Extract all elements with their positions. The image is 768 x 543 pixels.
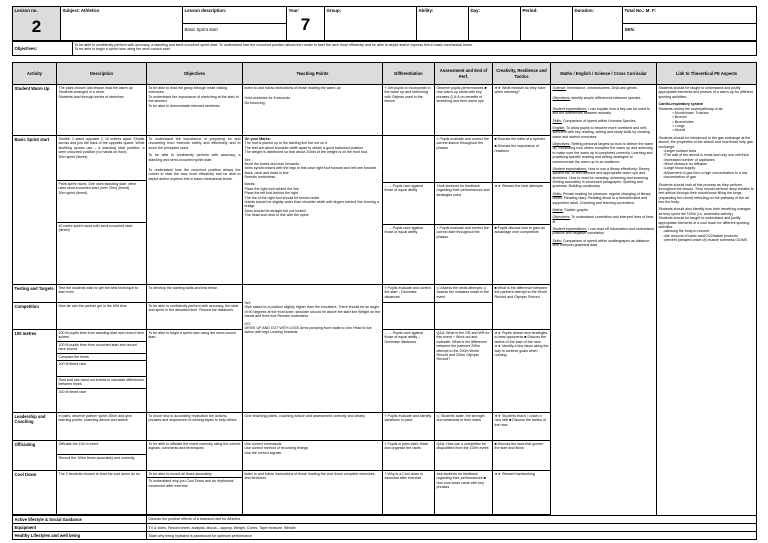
hundred-desc-5: Rest and use hand out sheets to calculate differences between times — [58, 377, 144, 387]
year-value: 7 — [300, 15, 311, 35]
cross-curricular-heading: Science: — [552, 86, 567, 90]
link-p2: Students review the route/pathway of air: — [658, 106, 724, 111]
footer-label-2: Equipment — [13, 524, 147, 532]
warmup-objectives — [147, 85, 243, 136]
cross-curricular-heading: Student expectations: — [552, 106, 588, 111]
tp-marks-heading: On your Marks: — [244, 137, 271, 141]
tp-line: The feet are about shoulder width apart to obtain a good balanced position — [244, 145, 363, 150]
link-p1: Students should be taught to understand and justify appropriate elements and phases of a warm-up for different sporting activities. — [658, 86, 753, 99]
lesson-no-cell — [13, 7, 61, 41]
tp-line: Bend the knees and lean forwards. — [244, 161, 301, 166]
cross-curricular-text: Private reading for pleasure: regular changing of library books. Reading diary. Reading aloud to a friend/trusted and supportive adult. Checking and learning corrections. — [552, 191, 651, 205]
cooldown-creativity: ★★ Reward hardworking — [493, 471, 551, 515]
objectives-table — [12, 41, 757, 56]
hundred-creativity: ★★ Pupils devise new strategies to beat opponents ■ Discuss the tactics of the start of the race. ★★ Identify a few steps along the way to achieve goals when running. — [493, 330, 551, 413]
testing-description: Test the students start to get the best technique to start from — [57, 285, 147, 303]
hundred-activity: 100 metres — [13, 330, 57, 413]
cross-curricular-column — [551, 85, 657, 516]
basic-assessment — [435, 136, 493, 285]
period-label: Period: — [522, 8, 538, 13]
basic-obj-3: To understand how the crouched position allows the runner to start the race more efficiently and be able to depict and/or express this in basic mechanical terms. — [148, 167, 241, 181]
basic-assess-2: †Ask students for feedback regarding their performances and strategies used — [436, 184, 490, 197]
competition-description: How far can the partner get in the 60ft time — [57, 303, 147, 330]
col-teaching-points: Teaching Points — [243, 63, 383, 85]
warmup-activity: Student Warm Up — [13, 85, 57, 136]
link-list-3 — [659, 229, 755, 242]
list-item: ▪ Alveoli — [659, 128, 755, 132]
year-cell — [287, 7, 325, 41]
tp-line: The toe of the right foot should be turned under — [244, 195, 320, 200]
footer-text-3: State why being hydrated is paramount for optimum performance — [147, 532, 757, 540]
basic-diff-1: ←→ Pupils race against those of equal ability — [384, 184, 424, 193]
cross-curricular-paragraph — [553, 126, 655, 139]
hundred-desc-6: 100 M timed race — [58, 389, 87, 394]
basic-desc-2: Pairs sprint races. One uses standing start, other uses semi-crouched start (over 20m) (timed) — [58, 182, 137, 191]
cross-curricular-heading: Student expectations: — [552, 166, 588, 171]
tp-line: Hands should be slightly wider than shoulder width with fingers behind line forming a bridge — [244, 199, 379, 209]
basic-creat-2: ★★ Reward the best attempts — [494, 184, 543, 188]
footer-row — [13, 516, 757, 524]
warmup-tp-1: listen to and follow instructions of those leading the warm-up — [244, 86, 341, 90]
footer-text-2: TV & video, Record sheet, analysis, discus – approp. Weight, Cones, Tape measure, Whistle — [147, 524, 757, 532]
testing-objectives: To develop the starting skills and test these. — [147, 285, 243, 303]
list-item: • Large blood supply — [659, 166, 755, 170]
basic-creat-1: ■ Discuss the traits of a sprinter — [494, 137, 546, 141]
link-p6: Students should be taught to understand and justify appropriate elements of a cool down for different sporting activities. — [658, 216, 750, 229]
list-item: • The wall of the alveoli is moist and only one cell thick — [659, 153, 755, 157]
col-assessment: Assessment and End of Perf. — [435, 63, 493, 85]
basic-desc-3: 40 metre sprint races with semi-crouched start. (timed) — [58, 224, 134, 233]
col-activity: Activity — [13, 63, 57, 85]
lesson-desc-value: Basic Sprint start — [184, 27, 218, 32]
lesson-header-table — [12, 6, 757, 41]
footer-row — [13, 532, 757, 540]
cooldown-activity: Cool Down — [13, 471, 57, 515]
objective-line-1: To be able to confidently perform with accuracy, a standing and semi-crouched sprint start. To understand how the crouched position allows the runner to start the race more efficiently and be able to depict and/or express this in basic mechanical terms. — [74, 43, 474, 47]
cooldown-teaching: listen to and follow instructions of those leading the cool down complete exercises and stretches — [243, 471, 383, 515]
cross-curricular-heading: English: — [552, 125, 566, 130]
lesson-plan-table — [12, 62, 757, 515]
tp-line: Remain motionless. — [244, 175, 277, 179]
warmup-tp-2: Hold stretches for 8 seconds. — [244, 96, 292, 101]
list-item: • Increased number of capillaries — [659, 158, 755, 162]
basic-assess-3: † Pupils evaluate and correct the correct start throughout the phases — [436, 226, 489, 239]
officiating-differentiation: † Pupils in pairs start, finish and organise the races — [383, 441, 435, 471]
hundred-desc-1: 100 M pupils time from standing start and record here scores — [58, 331, 144, 340]
hundred-desc-2: 100 M pupils time from crouched start and record here scores — [58, 342, 137, 352]
officiating-assessment: Q&A: How can a competitor be disqualified from the 100m event — [435, 441, 493, 471]
link-p4: Students should look at this process as they perform throughout the lesson. They should perform deep breaths to feel airflow through their mouth/nose filling the lungs (expanding the chest) reflecting on the pathway of the air into the body. — [658, 182, 754, 204]
cooldown-objectives — [147, 471, 243, 515]
cross-curricular-text: To understand correlation and interpret lines of best fit — [552, 215, 654, 224]
competition-objectives: To be able to confidently perform with accuracy, the start and sprint in the allocated time. Record the distances — [147, 303, 243, 330]
link-p3: Students should be introduced to the gas exchange at the alveoli, the properties of the alveoli and how these help gas exchange: — [658, 135, 753, 149]
list-item: • the removal of lactic acid/CO2/waste products — [659, 234, 755, 238]
basic-obj-1: To understand the importance of preparing for and recovering from exercise safely and effectively and to know the principles used. — [148, 137, 241, 150]
tp-go-heading: GO: — [244, 321, 252, 326]
footer-label-1: Active lifestyle & Social Guidance — [13, 516, 147, 524]
tp-line: Use correct commands — [244, 442, 282, 446]
list-item: • Movement of gas form a high concentration to a low concentration of gas — [659, 171, 755, 180]
list-item: ▪ Mouth/nose; Trachea — [659, 111, 755, 115]
basic-creativity — [493, 136, 551, 285]
tp-line: Back, neck and head in line. — [244, 170, 290, 175]
basic-creat-3: ■ Pupils discuss how to gain an advantage over competitors — [494, 226, 545, 235]
day-label: Day: — [470, 8, 481, 13]
tp-go-text: DRIVE UP AND OUT WITH LEGS Arms pumping from waist to chin Head to toe action with legs Looking forwards — [244, 325, 372, 335]
col-theoretical-link: Link to Theoretical PE Aspects — [657, 63, 757, 85]
cross-curricular-text: identify simple differences between species. — [570, 96, 642, 101]
warmup-obj-1: To be able to lead the group through heart raising exercises. — [148, 86, 228, 95]
tp-set2-heading: Set: — [244, 301, 251, 305]
basic-differentiation — [383, 136, 435, 285]
tp-line: The weight is distributed so that about 2/3rds of the weight is on the front foot. — [244, 150, 369, 155]
basic-diff-2: ←→ Pupils race against those of equal ability — [384, 226, 424, 235]
basic-desc-1: Shuttle. 2 stand opposite 2, 10 metres apart. Shuttle across and join the back of the opposite queue. While shuttling across use – a standing start position, a semi crouched position (no hands on floor). — [58, 137, 145, 155]
basic-objectives — [147, 136, 243, 285]
cross-curricular-text: Scatter graphs — [563, 207, 588, 212]
period-cell — [521, 7, 573, 41]
tp-line: Use the correct signals — [244, 450, 282, 455]
row-warm-up — [13, 85, 757, 136]
tp-marks2-heading: Marks: — [244, 182, 256, 187]
cross-curricular-text: Inheritance, chromosomes, DNA and genes. — [566, 86, 638, 90]
cross-curricular-heading: Maths: — [552, 207, 564, 212]
officiating-desc-1: Officiate the 100 m event — [58, 442, 99, 446]
total-label: Total No.: M: F: — [624, 8, 657, 13]
cross-curricular-heading: Objectives: — [552, 142, 571, 146]
cross-curricular-heading: Student expectations: — [552, 227, 588, 231]
competition-activity: Competition — [13, 303, 57, 330]
objective-line-2: To be able to begin a sprint race using the semi-crouch start. — [74, 47, 171, 52]
cross-curricular-text: I can read off information and understand positive and negative correlation — [552, 227, 654, 236]
sen-label: SEN: — [624, 27, 635, 32]
tp-line: Place the left foot behind the right — [244, 191, 299, 196]
list-item: ▪ Lungs — [659, 124, 755, 128]
col-description: Description — [57, 63, 147, 85]
warmup-desc-2: Students arranged in a circle. — [58, 90, 106, 95]
total-cell — [623, 7, 757, 41]
cooldown-obj-2: To understand why you Cool Down and do rhythmical movement after exercise — [148, 479, 234, 488]
testing-assessment: ◎ Assess the weak attempts ◎ Assess the mistakes made in the event — [435, 285, 493, 303]
basic-desc-2b: 30m sprint (timed) — [58, 190, 88, 195]
ability-label: Ability: — [418, 8, 434, 13]
col-creativity: Creativity, Resilience and Tactics — [493, 63, 551, 85]
lesson-no-value: 2 — [31, 17, 42, 37]
officiating-description — [57, 441, 147, 471]
day-cell — [469, 7, 521, 41]
tp-line: The foot is placed up to the starting line but not on it. — [244, 141, 329, 146]
cross-curricular-text: Comparison of speed within scattergraphs as distance-time Interpret graphical data — [552, 238, 651, 248]
list-item: • allowing the body to recover — [659, 229, 755, 233]
cross-curricular-text: How to use a library effectively: Dewey system etc, to find different and appropriate warm ups and stretches. How to read for meaning: skimming and scanning. Writing accurately in structured paragraphs. Spelling and grammar. Building vocabulary. — [552, 166, 650, 189]
col-differentiation: Differentiation — [383, 63, 435, 85]
link-list-2 — [659, 149, 755, 180]
basic-assess-1: † Pupils evaluate and correct the correct stance throughout the phases — [436, 137, 489, 150]
cross-curricular-paragraph — [553, 142, 655, 164]
list-item: • Larger surface area — [659, 149, 755, 153]
col-objectives: Objectives — [147, 63, 243, 85]
hundred-description — [57, 330, 147, 413]
cross-curricular-paragraph — [553, 107, 655, 116]
list-item: ▪ Bronchioles — [659, 120, 755, 124]
basic-creat-1b: ■ Discuss the importance of reactions — [494, 144, 540, 153]
group-cell — [325, 7, 417, 41]
hundred-differentiation: ←→ Pupils race against those of equal ability ↓ Decrease distances — [383, 330, 435, 413]
hundred-assessment: Q&A: What is the OR and WR for this event ○ Work out and evaluate: What is the difference between the partners 200m attempt to the 200m World Record and 200m Olympic Record? — [435, 330, 493, 413]
tp-set-heading: Set: — [244, 157, 251, 162]
duration-cell — [573, 7, 623, 41]
competition-assessment — [435, 303, 493, 330]
tp-line: Arms synchronised with the legs in this case right foot forward and left arm forward. — [244, 166, 377, 171]
warmup-creativity: ★★ What mindset do they have when warming? — [493, 85, 551, 136]
cross-curricular-text: To allow pupils to become more confident and self-sufficient with key reading, writing and study skills by creating warm and stretch exercises. — [552, 125, 650, 139]
basic-description — [57, 136, 147, 285]
cross-curricular-text: Setting personal targets on how to deliver the warm up, monitoring how others complete the warm up and actioning to make sure the warm up is completed correctly. Learning and practising specific reading and writing strategies to communicate the warm up to an audience. — [552, 142, 654, 164]
cross-curricular-heading: Objectives: — [552, 215, 571, 220]
subject-label: Subject: Athletics — [62, 8, 100, 13]
lesson-no-label: Lesson no. — [14, 8, 38, 13]
warmup-obj-2: To understand the importance of stretching at the start of the session. — [148, 94, 239, 104]
objectives-label: Objectives: — [13, 42, 73, 56]
testing-activity: Testing and Targets — [13, 285, 57, 303]
duration-label: Duration: — [574, 8, 595, 13]
warmup-desc-3: Students lead through series of stretches — [58, 94, 124, 99]
cooldown-differentiation: † Why is a Cool down is essential after exercise — [383, 471, 435, 515]
link-h2: Cardio-respiratory system — [658, 102, 704, 107]
footer-text-1: Discuss the positive effects of a balanced diet for Athletes — [147, 516, 757, 524]
cross-curricular-text: I can explain how a key can be used to find the differences between animals. — [552, 106, 651, 116]
year-label: Year: — [288, 8, 300, 13]
footer-label-3: Healthy Lifestyles and well being — [13, 532, 147, 540]
warmup-tp-3: No bouncing. — [244, 100, 266, 105]
cross-curricular-heading: Skills: — [552, 191, 562, 196]
theoretical-link-column — [657, 85, 757, 516]
cooldown-assessment: Ask students for feedback regarding their performances ■ Use cool down cards with key phrases — [435, 471, 493, 515]
cross-curricular-text: Comparison of speed within Humans Species. — [561, 118, 637, 123]
leadership-description: In pairs, observe partner sprint 300m and give learning points, coaching advice and advice — [57, 413, 147, 441]
ability-cell — [417, 7, 469, 41]
warmup-differentiation: † Get pupils to incorporate in the warm up and stretching with Objects used in the lesson — [383, 85, 435, 136]
leadership-assessment: ◎ Students state, the strength and weakness in their starts — [435, 413, 493, 441]
officiating-activity: Officiating — [13, 441, 57, 471]
cross-curricular-paragraph — [553, 167, 655, 189]
warmup-assessment: Observe pupils performances ■ Use warm-up cards with key phrases Q & A on benefits of stretching and their warm ups — [435, 85, 493, 136]
warmup-obj-3: To be able to demonstrate relevant stretches — [148, 103, 220, 108]
tp-set2-text: Hips raised to a position slightly higher than the shoulders. There should be an angle of 90 degrees at the front knee. shoulder should be above the start line Weight on the hands and front foot Remain motionless. — [244, 305, 381, 319]
list-item: • Short distance for diffusion — [659, 162, 755, 166]
cross-curricular-heading: Skills: — [552, 118, 562, 123]
col-cross-curricular: Maths / English / Science / Cross Curricular — [551, 63, 657, 85]
link-list-1 — [659, 111, 755, 133]
competition-differentiation — [383, 303, 435, 330]
cooldown-description: The 2 students chosen to lead the cool down do so — [57, 471, 147, 515]
warmup-desc-1: The pairs chosen last lesson lead the warm up — [58, 86, 133, 90]
group-label: Group: — [326, 8, 342, 13]
hundred-objectives: To be able to begin a sprint race using the semi-crouch start. — [147, 330, 243, 413]
list-item: ▪ Bronchi — [659, 115, 755, 119]
lesson-desc-cell — [183, 7, 287, 41]
warmup-teaching — [243, 85, 383, 136]
basic-activity: Basic Sprint start — [13, 136, 57, 285]
cross-curricular-paragraph — [553, 192, 655, 205]
testing-creativity: ■ What is the difference between the partners attempt to the World Record and Olympic Record — [493, 285, 551, 330]
warmup-description — [57, 85, 147, 136]
cross-curricular-heading: Skills: — [552, 238, 562, 243]
officiating-creativity: ■ Discuss the laws that govern the start and finish. — [493, 441, 551, 471]
tp-line: Arms should be straight but not locked — [244, 208, 306, 213]
cooldown-obj-1: To be able to record all times accurately — [148, 472, 212, 476]
cross-curricular-heading: Objectives: — [552, 96, 571, 101]
cross-curricular-paragraph — [553, 96, 655, 100]
lesson-desc-label: Lesson description: — [184, 8, 227, 13]
cross-curricular-paragraph — [553, 215, 655, 224]
officiating-desc-2: Record the 100m times accurately and correctly — [58, 456, 135, 460]
cross-curricular-paragraph — [553, 227, 655, 236]
cross-curricular-paragraph — [553, 239, 655, 248]
tp-line: The head and neck in line with the spine — [244, 213, 309, 217]
objectives-text — [73, 42, 757, 56]
testing-differentiation: † Pupils evaluate and correct the start ↓ Decrease distances — [383, 285, 435, 303]
footer-table — [12, 515, 757, 540]
hundred-desc-4: 100 M timed race — [58, 361, 87, 366]
hundred-teaching — [243, 285, 383, 413]
officiating-objectives: To be able to officiate the event correctly using the correct signals, comments and techniques — [147, 441, 243, 471]
hundred-desc-3: Compare the times — [58, 354, 89, 359]
leadership-objectives: To know how to accurately replication the actions, phrases and sequences of running styles to help others — [147, 413, 243, 441]
basic-obj-2: To be able to confidently perform with accuracy, a standing and semi-crouched sprint start. — [148, 153, 241, 162]
basic-desc-1b: 30m sprint (timed) — [58, 154, 88, 159]
list-item: • prevent (delayed onset of) muscle soreness/ DOMS — [659, 238, 755, 242]
link-p5: Students should also identify how their breathing changes as they sprint the 100m (i.e. anaerobic activity) — [658, 207, 751, 216]
leadership-creativity: ★★ Students teach / coach a new skill ■ Discuss the tactics of the race. — [493, 413, 551, 441]
officiating-teaching — [243, 441, 383, 471]
subject-cell — [61, 7, 183, 41]
leadership-teaching: Give teaching points, coaching advice and assessment correctly and clearly — [243, 413, 383, 441]
tp-line: Place the right foot behind the line — [244, 186, 299, 191]
basic-teaching — [243, 136, 383, 285]
tp-line: Use correct method of recording timings — [244, 446, 309, 451]
leadership-differentiation: † Pupils evaluate and identify variations in pace — [383, 413, 435, 441]
footer-row — [13, 524, 757, 532]
leadership-activity: Leadership and Coaching — [13, 413, 57, 441]
